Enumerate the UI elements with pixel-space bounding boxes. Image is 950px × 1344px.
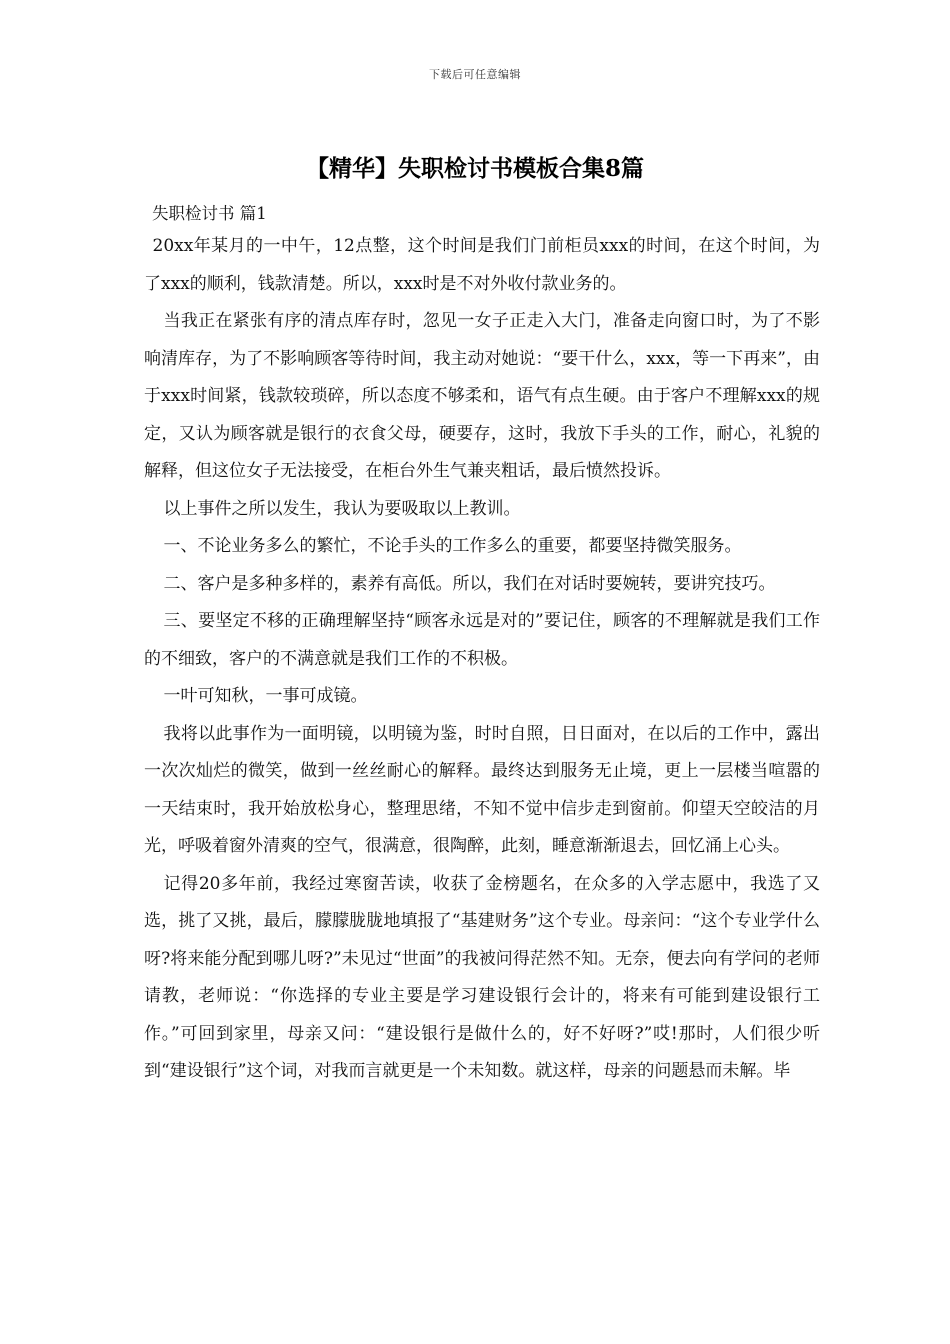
paragraph: 记得20多年前，我经过寒窗苦读，收获了金榜题名，在众多的入学志愿中，我选了又选，挑了又挑，最后，朦朦胧胧地填报了“基建财务”这个专业。母亲问：“这个专业学什么呀?将来能分配到哪儿呀?”未见过“世面”的我被问得茫然不知。无奈，便去向有学问的老师请教，老师说：“你选择的专业主要是学习建设银行会计的，将来有可能到建设银行工作。”可回到家里，母亲又问：“建设银行是做什么的，好不好呀?”哎!那时，人们很少听到“建设银行”这个词，对我而言就更是一个未知数。就这样，母亲的问题悬而未解。毕 [144,873,820,1081]
paragraph: 一、不论业务多么的繁忙，不论手头的工作多么的重要，都要坚持微笑服务。 [163,536,742,556]
paragraph: 当我正在紧张有序的清点库存时，忽见一女子正走入大门，准备走向窗口时，为了不影响清库存，为了不影响顾客等待时间，我主动对她说：“要干什么，xxx，等一下再来”，由于xxx时间紧，钱款较琐碎，所以态度不够柔和，语气有点生硬。由于客户不理解xxx的规定，又认为顾客就是银行的衣食父母，硬要存，这时，我放下手头的工作，耐心，礼貌的解释，但这位女子无法接受，在柜台外生气兼夹粗话，最后愤然投诉。 [144,311,820,481]
document-body [144,228,820,1091]
paragraph: 20xx年某月的一中午，12点整，这个时间是我们门前柜员xxx的时间，在这个时间，为了xxx的顺利，钱款清楚。所以，xxx时是不对外收付款业务的。 [144,236,820,294]
paragraph: 二、客户是多种多样的，素养有高低。所以，我们在对话时要婉转，要讲究技巧。 [163,573,776,594]
section-heading: 失职检讨书 篇1 [152,204,267,223]
header-note: 下载后可任意编辑 [429,68,521,81]
paragraph: 一叶可知秋，一事可成镜。 [163,686,368,706]
paragraph: 三、要坚定不移的正确理解坚持“顾客永远是对的”要记住，顾客的不理解就是我们工作的不细致，客户的不满意就是我们工作的不积极。 [144,611,820,669]
document-title: 【精华】失职检讨书模板合集8篇 [305,155,644,182]
paragraph: 以上事件之所以发生，我认为要吸取以上教训。 [163,498,521,519]
paragraph: 我将以此事作为一面明镜，以明镜为鉴，时时自照，日日面对，在以后的工作中，露出一次次灿烂的微笑，做到一丝丝耐心的解释。最终达到服务无止境，更上一层楼当喧嚣的一天结束时，我开始放松身心，整理思绪，不知不觉中信步走到窗前。仰望天空皎洁的月光，呼吸着窗外清爽的空气，很满意，很陶醉，此刻，睡意渐渐退去，回忆涌上心头。 [144,723,820,856]
